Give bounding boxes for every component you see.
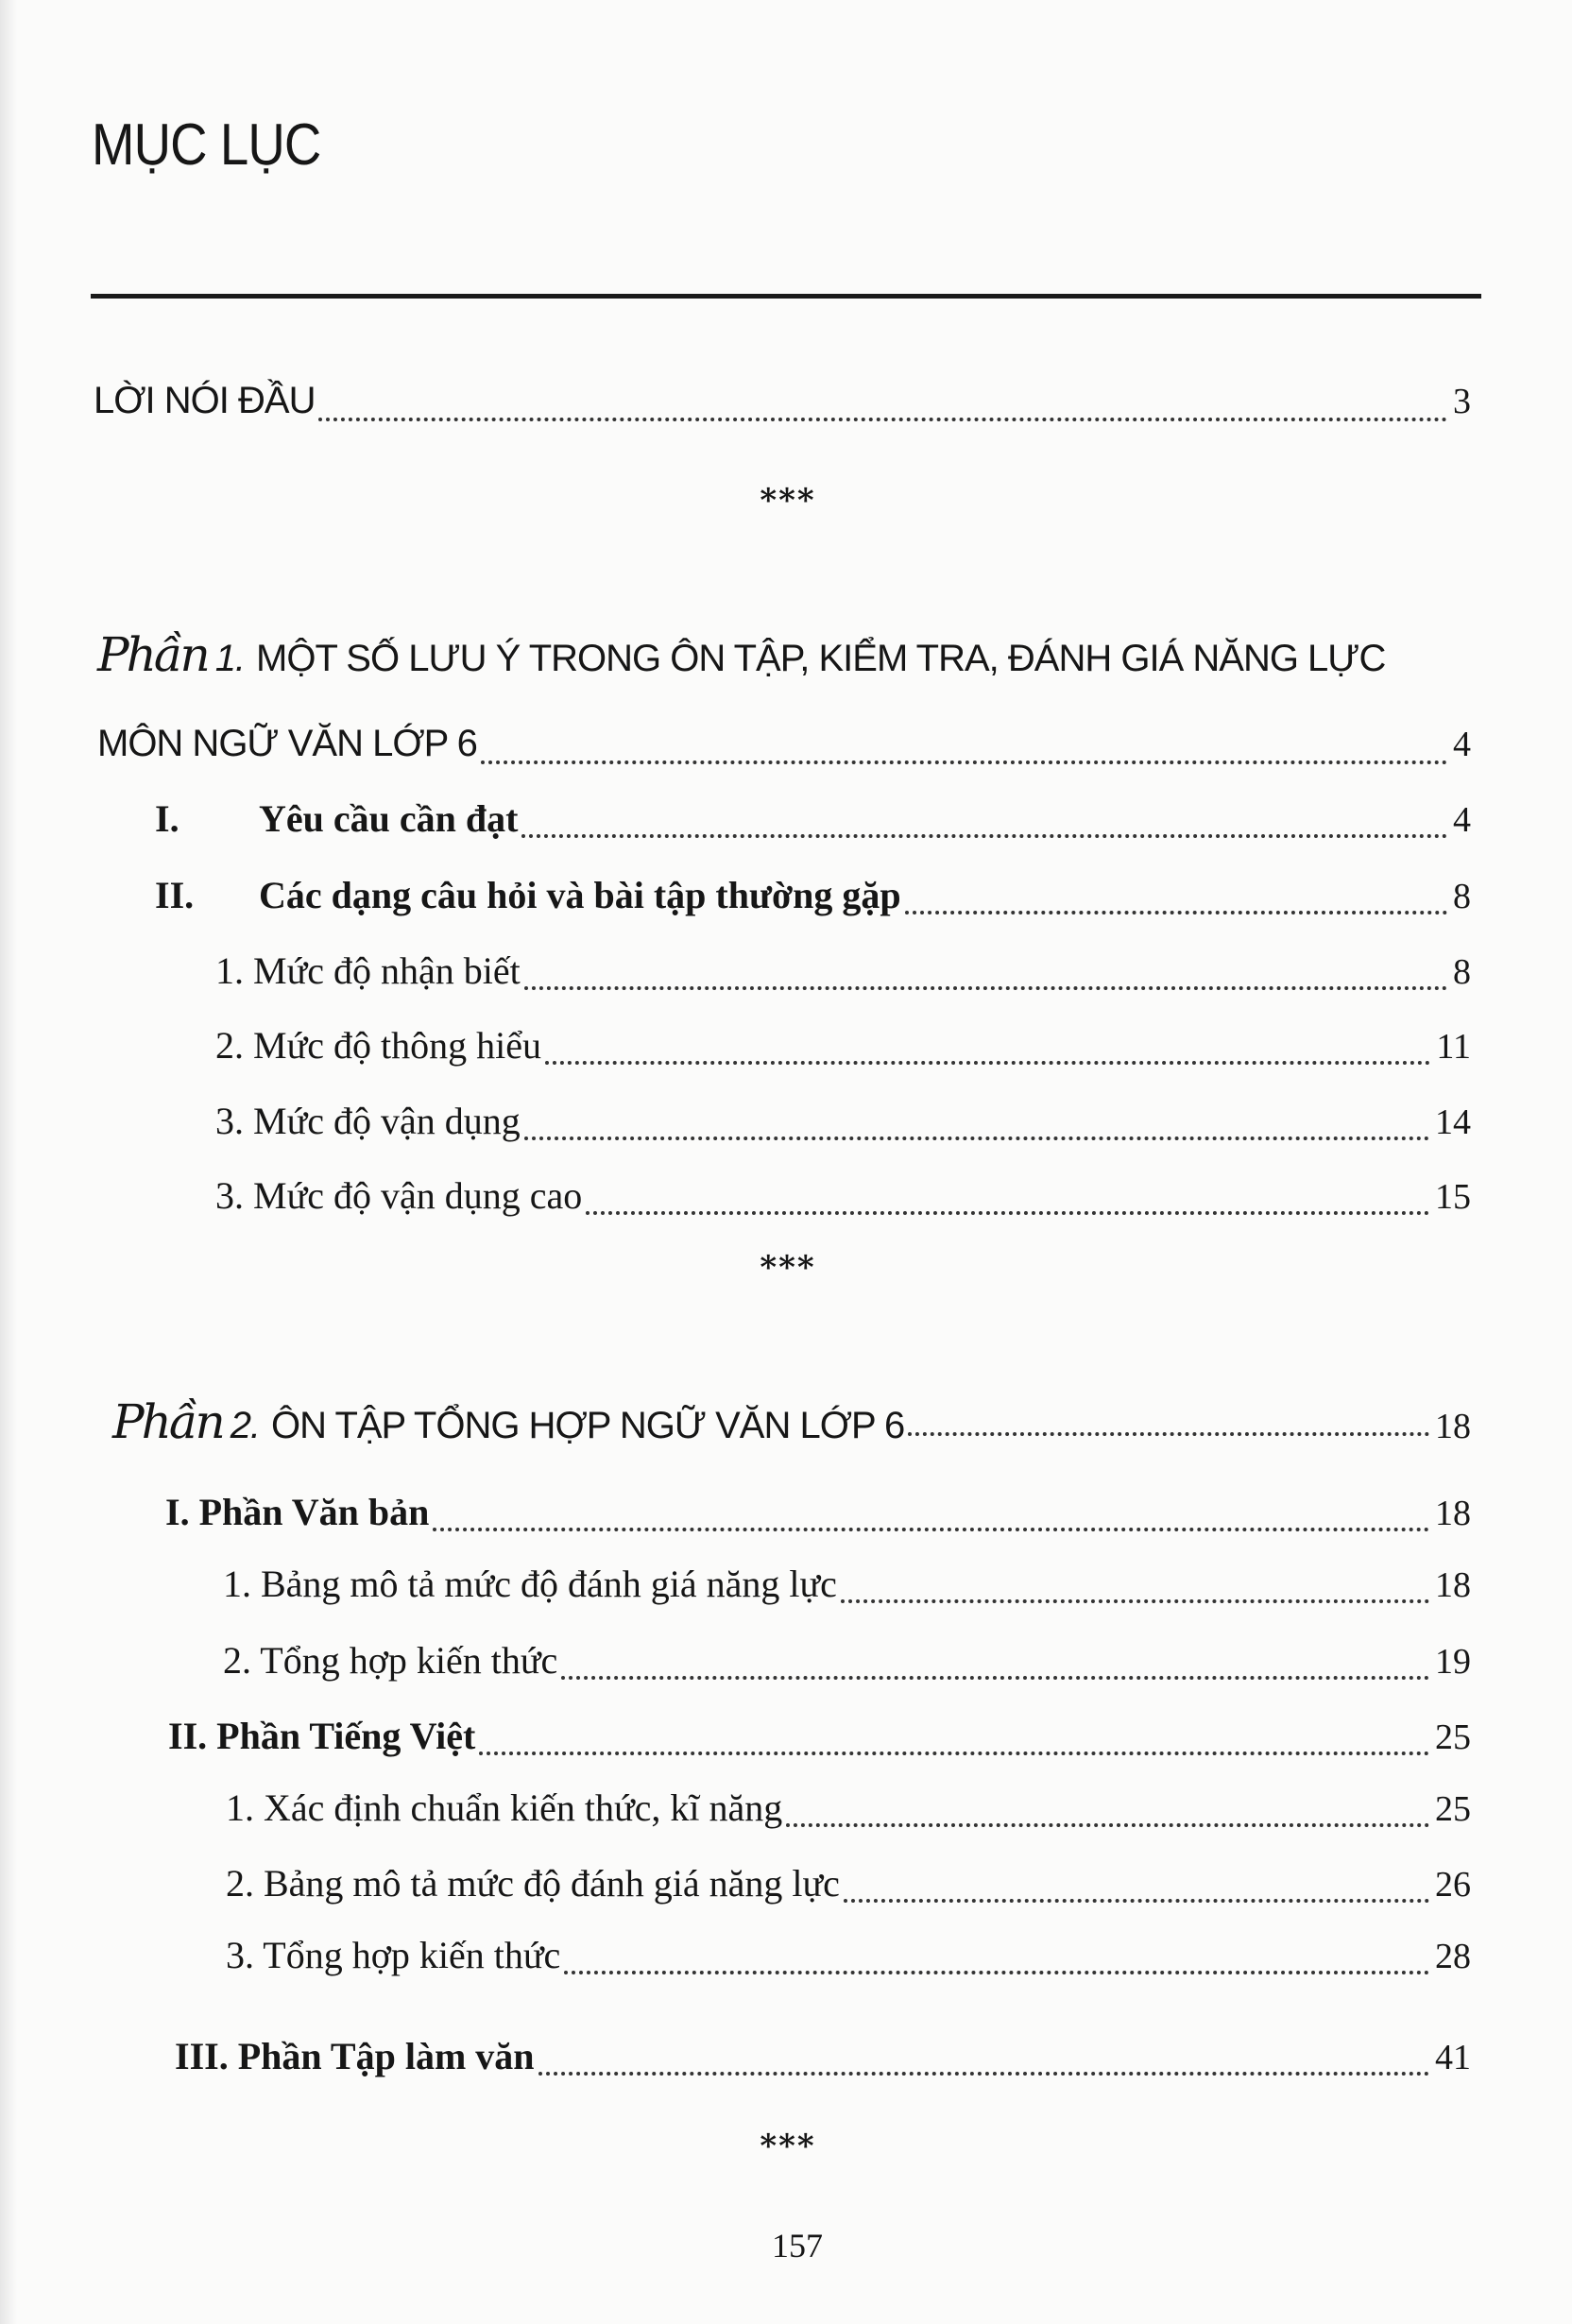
entry-text: 1. Xác định chuẩn kiến thức, kĩ năng: [226, 1786, 783, 1829]
toc-entry-title: [223, 1638, 557, 1683]
entry-text: 3. Mức độ vận dụng: [215, 1100, 521, 1142]
toc-entry[interactable]: [112, 1394, 1471, 1447]
toc-entry[interactable]: [226, 1786, 1471, 1838]
toc-entry[interactable]: [97, 627, 1481, 680]
title-rule: [91, 294, 1481, 299]
entry-text: MỘT SỐ LƯU Ý TRONG ÔN TẬP, KIỂM TRA, ĐÁNH GIÁ NĂNG LỰC: [256, 638, 1386, 679]
entry-text: 2. Mức độ thông hiểu: [215, 1024, 541, 1067]
dot-leader: [561, 1676, 1429, 1680]
entry-page-number: 25: [1435, 1789, 1471, 1829]
entry-page-number: 4: [1453, 725, 1471, 764]
page-edge-shadow: [0, 0, 17, 2324]
dot-leader: [433, 1528, 1429, 1531]
toc-entry-title: [94, 380, 315, 422]
entry-page-number: 18: [1435, 1494, 1471, 1533]
toc-entry-title: [226, 1786, 782, 1830]
part-number: 2.: [230, 1405, 261, 1446]
dot-leader: [844, 1899, 1429, 1903]
entry-text: Các dạng câu hỏi và bài tập thường gặp: [259, 874, 901, 916]
entry-text: 1. Mức độ nhận biết: [215, 949, 521, 992]
toc-entry[interactable]: [165, 1490, 1471, 1543]
toc-entry-title: [215, 1173, 582, 1218]
dot-leader: [786, 1823, 1429, 1827]
toc-entry-title: [168, 1714, 475, 1758]
toc-entry-title: [175, 2034, 535, 2078]
toc-entry-title: [155, 796, 518, 841]
dot-leader: [481, 760, 1447, 764]
entry-text: Yêu cầu cần đạt: [259, 797, 519, 840]
entry-page-number: 19: [1435, 1642, 1471, 1682]
toc-entry[interactable]: [215, 1099, 1471, 1152]
toc-entry[interactable]: [94, 380, 1471, 433]
entry-page-number: 18: [1435, 1565, 1471, 1605]
toc-entry[interactable]: [168, 1714, 1471, 1767]
entry-text: LỜI NÓI ĐẦU: [94, 380, 316, 421]
entry-text: MÔN NGỮ VĂN LỚP 6: [97, 723, 477, 764]
toc-entry-title: [112, 1394, 904, 1449]
toc-entry-title: [97, 723, 477, 765]
entry-page-number: 3: [1453, 382, 1471, 421]
part-label: Phần: [112, 1394, 223, 1449]
dot-leader: [521, 834, 1447, 838]
entry-text: 2. Bảng mô tả mức độ đánh giá năng lực: [226, 1862, 840, 1905]
entry-page-number: 18: [1435, 1407, 1471, 1446]
toc-entry[interactable]: [215, 1173, 1471, 1226]
dot-leader: [908, 1432, 1429, 1436]
entry-numeral: I.: [155, 797, 179, 840]
toc-entry[interactable]: [226, 1933, 1471, 1986]
toc-entry[interactable]: [175, 2034, 1471, 2087]
entry-text: II. Phần Tiếng Việt: [168, 1715, 476, 1757]
entry-text: 1. Bảng mô tả mức độ đánh giá năng lực: [223, 1563, 837, 1605]
dot-leader: [545, 1061, 1430, 1065]
toc-entry[interactable]: [155, 796, 1471, 849]
page-number: 157: [772, 2227, 823, 2264]
toc-entry[interactable]: [223, 1638, 1471, 1691]
dot-leader: [905, 911, 1447, 914]
entry-page-number: 8: [1453, 952, 1471, 992]
toc-entry-title: [165, 1490, 429, 1534]
toc-entry-title: [226, 1933, 560, 1977]
page-title: MỤC LỤC: [92, 112, 321, 178]
entry-page-number: 11: [1436, 1027, 1471, 1067]
dot-leader: [524, 1136, 1429, 1140]
entry-text: III. Phần Tập làm văn: [175, 2035, 535, 2077]
toc-entry-title: [226, 1861, 840, 1905]
entry-text: 2. Tổng hợp kiến thức: [223, 1639, 558, 1682]
toc-entry-title: [97, 627, 1385, 682]
toc-entry-title: [215, 948, 521, 993]
entry-text: I. Phần Văn bản: [165, 1491, 430, 1533]
toc-entry[interactable]: [223, 1562, 1471, 1615]
toc-entry-title: [223, 1562, 837, 1606]
toc-entry-title: [155, 873, 901, 917]
entry-page-number: 28: [1435, 1937, 1471, 1976]
toc-entry-title: [215, 1023, 541, 1068]
entry-page-number: 26: [1435, 1865, 1471, 1905]
toc-entry[interactable]: [155, 873, 1471, 926]
section-separator: ***: [760, 1249, 816, 1287]
entry-page-number: 14: [1435, 1102, 1471, 1142]
dot-leader: [479, 1752, 1429, 1755]
entry-page-number: 41: [1435, 2038, 1471, 2077]
dot-leader: [524, 986, 1447, 990]
entry-text: ÔN TẬP TỔNG HỢP NGỮ VĂN LỚP 6: [271, 1405, 905, 1446]
entry-page-number: 25: [1435, 1717, 1471, 1757]
dot-leader: [318, 418, 1447, 421]
entry-page-number: 8: [1453, 877, 1471, 916]
section-separator: ***: [760, 2127, 816, 2165]
toc-entry[interactable]: [215, 948, 1471, 1001]
dot-leader: [538, 2072, 1429, 2076]
entry-text: 3. Mức độ vận dụng cao: [215, 1174, 583, 1217]
toc-entry[interactable]: [97, 723, 1471, 776]
toc-entry[interactable]: [226, 1861, 1471, 1914]
entry-page-number: 4: [1453, 800, 1471, 840]
entry-page-number: 15: [1435, 1177, 1471, 1217]
part-number: 1.: [214, 638, 246, 679]
section-separator: ***: [760, 482, 816, 520]
toc-entry-title: [215, 1099, 521, 1143]
entry-text: 3. Tổng hợp kiến thức: [226, 1934, 561, 1976]
dot-leader: [841, 1599, 1429, 1603]
dot-leader: [564, 1971, 1429, 1974]
part-label: Phần: [97, 627, 208, 682]
toc-entry[interactable]: [215, 1023, 1471, 1076]
dot-leader: [586, 1211, 1429, 1215]
entry-numeral: II.: [155, 874, 195, 916]
